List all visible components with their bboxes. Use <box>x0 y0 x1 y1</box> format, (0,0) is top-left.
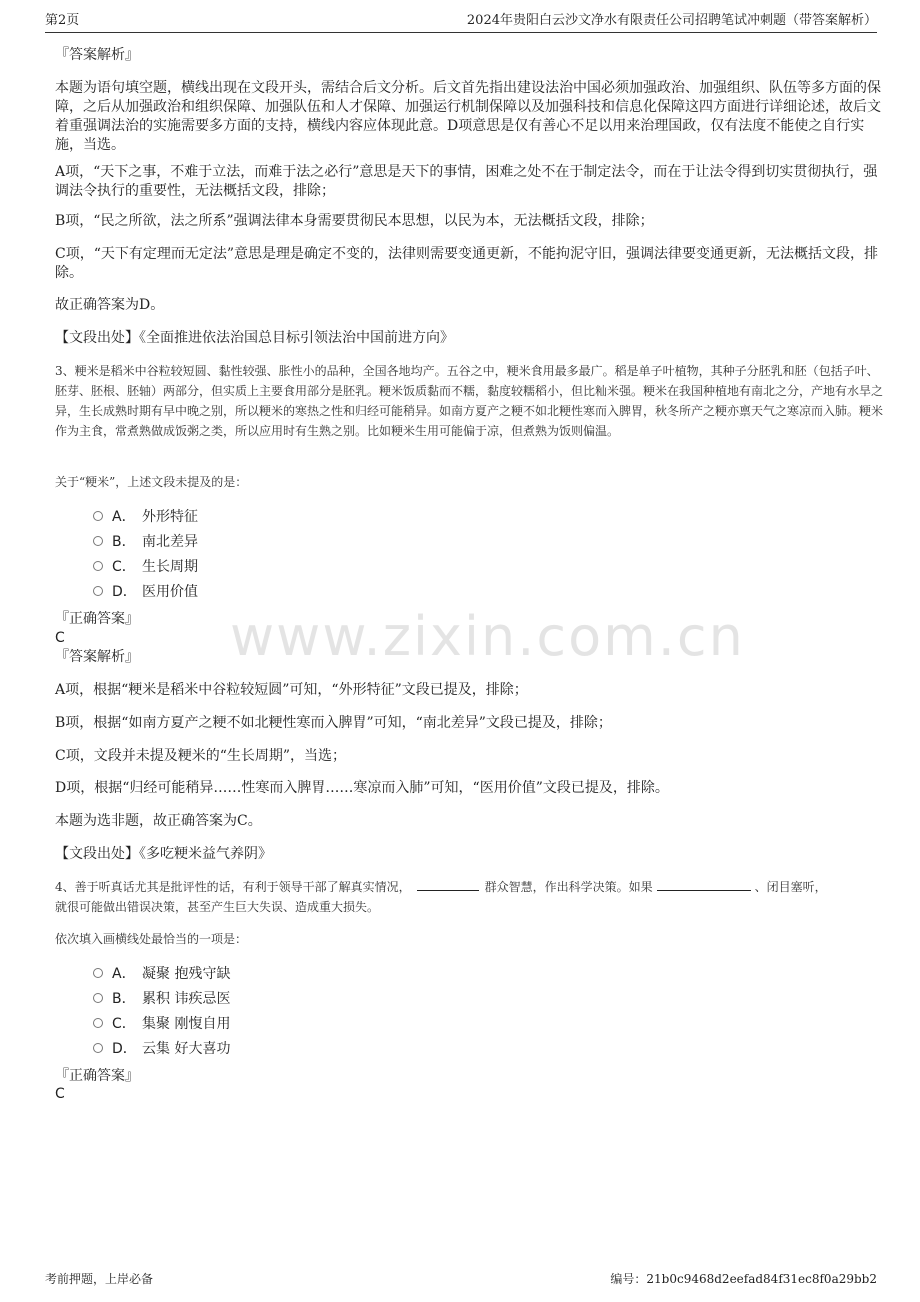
page-header <box>45 10 877 33</box>
q4-prompt: 依次填入画横线处最恰当的一项是： <box>55 932 248 946</box>
q3-answer-heading: 『正确答案』 <box>55 611 139 627</box>
radio-icon[interactable] <box>93 536 103 546</box>
q2-option-b-analysis: B项，“民之所欲，法之所系”强调法律本身需要贯彻民本思想，以民为本，无法概括文段，排除； <box>55 213 654 229</box>
radio-icon[interactable] <box>93 993 103 1003</box>
radio-icon[interactable] <box>93 561 103 571</box>
q2-analysis-paragraph: 本题为语句填空题，横线出现在文段开头，需结合后文分析。后文首先指出建设法治中国必须加强政治、加强组织、队伍等多方面的保障，之后从加强政治和组织保障、加强队伍和人才保障、加强运行机制保障以及加强科技和信息化保障这四方面进行详细论述，故后文着重强调法治的实施需要多方面的支持，横线内容应体现此意。D项意思是仅有善心不足以用来治理国政，仅有法度不能使之自行实施，当选。 <box>55 80 881 153</box>
radio-icon[interactable] <box>93 586 103 596</box>
radio-icon[interactable] <box>93 1043 103 1053</box>
q3-analysis-heading: 『答案解析』 <box>55 649 139 665</box>
page-footer <box>45 1268 877 1290</box>
document-title: 2024年贵阳白云沙文净水有限责任公司招聘笔试冲刺题（带答案解析） <box>466 13 877 28</box>
q4-stem-line2: 就很可能做出错误决策，甚至产生巨大失误、造成重大损失。 <box>55 900 380 914</box>
q3-conclusion: 本题为选非题，故正确答案为C。 <box>55 813 262 829</box>
q3-option-b[interactable]: B． 南北差异 <box>93 532 198 552</box>
q3-option-d[interactable]: D． 医用价值 <box>93 582 198 602</box>
q4-option-c[interactable]: C． 集聚 刚愎自用 <box>93 1014 230 1034</box>
watermark: www.zixin.com.cn <box>230 605 745 668</box>
q2-source: 【文段出处】《全面推进依法治国总目标引领法治中国前进方向》 <box>55 330 454 346</box>
radio-icon[interactable] <box>93 511 103 521</box>
q2-analysis-heading: 『答案解析』 <box>55 47 139 63</box>
q3-prompt: 关于“粳米”，上述文段未提及的是： <box>55 475 248 489</box>
q4-answer: C <box>55 1086 65 1102</box>
q2-option-a-analysis: A项，“天下之事，不难于立法，而难于法之必行”意思是天下的事情，困难之处不在于制定法令，而在于让法令得到切实贯彻执行，强调法令执行的重要性，无法概括文段，排除； <box>55 164 878 199</box>
q2-option-c-analysis: C项，“天下有定理而无定法”意思是理是确定不变的，法律则需要变通更新，不能拘泥守旧，强调法律要变通更新，无法概括文段，排除。 <box>55 246 879 281</box>
q3-option-a-analysis: A项，根据“粳米是稻米中谷粒较短圆”可知，“外形特征”文段已提及，排除； <box>55 682 528 698</box>
q4-option-d[interactable]: D． 云集 好大喜功 <box>93 1039 230 1059</box>
radio-icon[interactable] <box>93 1018 103 1028</box>
q4-option-a[interactable]: A． 凝聚 抱残守缺 <box>93 964 230 984</box>
q2-conclusion: 故正确答案为D。 <box>55 297 165 313</box>
q3-stem: 3、粳米是稻米中谷粒较短圆、黏性较强、胀性小的品种，全国各地均产。五谷之中，粳米食用最多最广。稻是单子叶植物，其种子分胚乳和胚（包括子叶、胚芽、胚根、胚轴）两部分，但实质上主要食用部分是胚乳。粳米饭质黏而不糯，黏度较糯稻小，但比籼米强。粳米在我国种植地有南北之分，产地有水旱之异，生长成熟时期有早中晚之别，所以粳米的寒热之性和归经可能稍异。如南方夏产之粳不如北粳性寒而入脾胃，秋冬所产之粳亦禀天气之寒凉而入肺。粳米作为主食，常煮熟做成饭粥之类，所以应用时有生熟之别。比如粳米生用可能偏于凉，但煮熟为饭则偏温。 <box>55 364 884 438</box>
q3-option-c[interactable]: C． 生长周期 <box>93 557 198 577</box>
page-number: 第2页 <box>45 13 80 28</box>
q3-option-b-analysis: B项，根据“如南方夏产之粳不如北粳性寒而入脾胃”可知，“南北差异”文段已提及，排除； <box>55 715 612 731</box>
q4-blank-1 <box>417 877 479 891</box>
q3-source: 【文段出处】《多吃粳米益气养阴》 <box>55 846 272 862</box>
q3-option-a[interactable]: A． 外形特征 <box>93 507 198 527</box>
radio-icon[interactable] <box>93 968 103 978</box>
footer-code: 编号：21b0c9468d2eefad84f31ec8f0a29bb2 <box>610 1272 877 1286</box>
q4-stem: 4、善于听真话尤其是批评性的话，有利于领导干部了解真实情况， 群众智慧，作出科学决策。如果 、闭目塞听， <box>55 877 885 897</box>
q3-option-c-analysis: C项，文段并未提及粳米的“生长周期”，当选； <box>55 748 347 764</box>
footer-slogan: 考前押题，上岸必备 <box>45 1272 154 1286</box>
q4-answer-heading: 『正确答案』 <box>55 1068 139 1084</box>
q3-option-d-analysis: D项，根据“归经可能稍异……性寒而入脾胃……寒凉而入肺”可知，“医用价值”文段已提及，排除。 <box>55 780 669 796</box>
q3-answer: C <box>55 630 65 646</box>
q4-option-b[interactable]: B． 累积 讳疾忌医 <box>93 989 230 1009</box>
q4-blank-2 <box>657 877 751 891</box>
